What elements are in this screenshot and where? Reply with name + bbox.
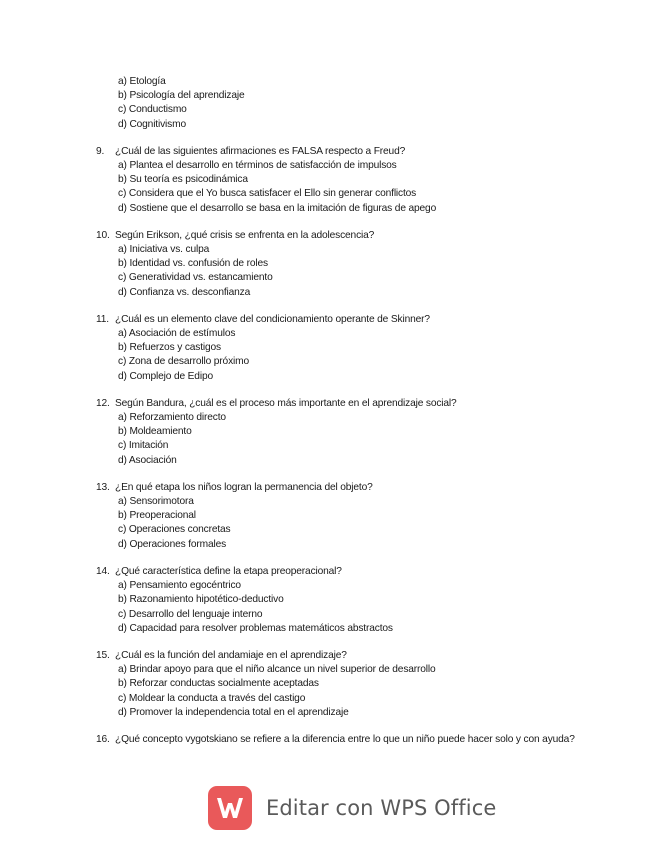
question-number: 10. [96,229,110,241]
option: d) Sostiene que el desarrollo se basa en la imitación de figuras de apego [118,202,437,214]
option: d) Cognitivismo [118,118,186,130]
question-text: ¿Cuál es un elemento clave del condicionamiento operante de Skinner? [115,313,430,325]
wps-logo-icon [208,786,252,830]
question-text: ¿En qué etapa los niños logran la permanencia del objeto? [115,481,373,493]
wps-edit-banner[interactable] [208,786,496,830]
question-10 [96,229,596,300]
option: d) Promover la independencia total en el aprendizaje [118,706,349,718]
options-list [118,327,596,384]
option: c) Operaciones concretas [118,524,231,536]
option: a) Etología [118,76,166,87]
option: c) Zona de desarrollo próximo [118,356,249,368]
option: a) Sensorimotora [118,496,194,508]
question-12 [96,397,596,468]
option: b) Moldeamiento [118,426,192,438]
option: a) Brindar apoyo para que el niño alcance un nivel superior de desarrollo [118,664,436,676]
question-9 [96,145,596,216]
option: b) Identidad vs. confusión de roles [118,258,268,270]
question-text: ¿Qué característica define la etapa preoperacional? [115,565,342,577]
question-number: 15. [96,649,110,661]
option: b) Razonamiento hipotético-deductivo [118,594,284,606]
question-text: Según Erikson, ¿qué crisis se enfrenta en la adolescencia? [115,229,375,241]
question-number: 16. [96,733,110,745]
question-15 [96,649,596,720]
options-list [118,411,596,468]
option: a) Pensamiento egocéntrico [118,580,241,592]
option: a) Asociación de estímulos [118,328,236,340]
question-11 [96,313,596,384]
option: d) Capacidad para resolver problemas matemáticos abstractos [118,622,393,634]
option: b) Su teoría es psicodinámica [118,174,248,186]
question-list [96,75,596,760]
option: b) Reforzar conductas socialmente aceptadas [118,678,319,690]
option: d) Operaciones formales [118,538,227,550]
question-text: ¿Cuál de las siguientes afirmaciones es FALSA respecto a Freud? [115,145,406,157]
option: c) Generatividad vs. estancamiento [118,272,273,284]
option: b) Psicología del aprendizaje [118,90,245,102]
option: c) Considera que el Yo busca satisfacer el Ello sin generar conflictos [118,188,417,200]
wps-edit-label[interactable]: Editar con WPS Office [266,796,497,820]
option: b) Preoperacional [118,510,196,522]
options-list [118,663,596,720]
question-16 [96,733,596,747]
question-number: 9. [96,145,105,157]
options-list [118,159,596,216]
question-number: 13. [96,481,110,493]
question-13 [96,481,596,552]
continued-options [118,75,596,132]
question-text: ¿Cuál es la función del andamiaje en el aprendizaje? [115,649,347,661]
question-text: Según Bandura, ¿cuál es el proceso más importante en el aprendizaje social? [115,397,457,409]
options-list [118,495,596,552]
option: a) Iniciativa vs. culpa [118,244,210,256]
option: b) Refuerzos y castigos [118,342,221,354]
options-list [118,243,596,300]
option: c) Desarrollo del lenguaje interno [118,608,263,620]
question-number: 11. [96,313,109,325]
option: c) Moldear la conducta a través del castigo [118,692,306,704]
option: a) Plantea el desarrollo en términos de satisfacción de impulsos [118,160,397,172]
question-number: 12. [96,397,110,409]
question-14 [96,565,596,636]
question-number: 14. [96,565,110,577]
option: d) Confianza vs. desconfianza [118,286,251,298]
option: d) Asociación [118,454,177,466]
option: c) Imitación [118,440,169,452]
option: a) Reforzamiento directo [118,412,226,424]
options-list [118,579,596,636]
question-text: ¿Qué concepto vygotskiano se refiere a la diferencia entre lo que un niño puede hacer solo y con ayuda? [115,733,575,745]
option: d) Complejo de Edipo [118,370,213,382]
option: c) Conductismo [118,104,187,116]
